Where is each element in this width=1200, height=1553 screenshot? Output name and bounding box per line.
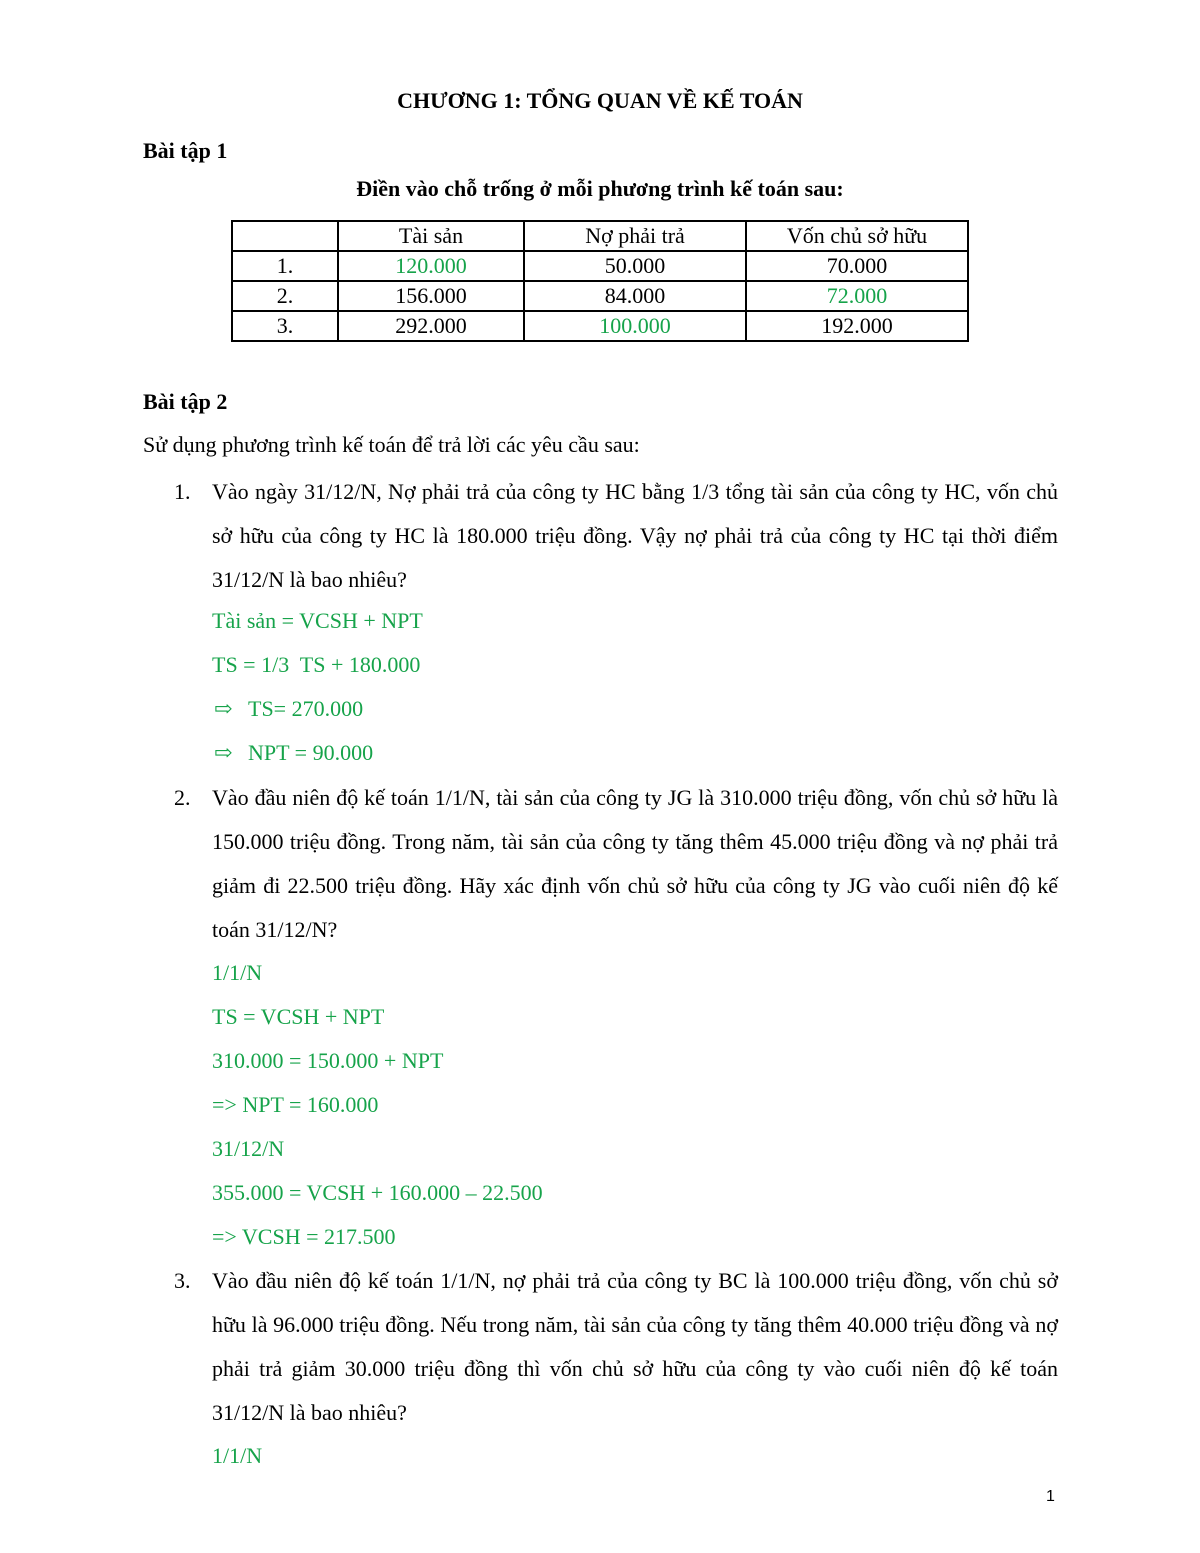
answer-text: NPT = 90.000	[248, 740, 374, 765]
table-header-cell	[232, 221, 338, 251]
answer-line: => NPT = 160.000	[212, 1092, 379, 1117]
table-row	[232, 281, 968, 311]
table-cell: 84.000	[524, 281, 746, 311]
table-cell: 2.	[232, 281, 338, 311]
answer-line: TS = VCSH + NPT	[212, 1004, 385, 1029]
question-number: 1.	[174, 479, 191, 504]
answer-text: TS= 270.000	[248, 696, 364, 721]
answer-line: 355.000 = VCSH + 160.000 – 22.500	[212, 1180, 543, 1205]
answer-line: 31/12/N	[212, 1136, 285, 1161]
table-row	[232, 311, 968, 341]
exercise-1-heading: Bài tập 1	[143, 138, 228, 163]
answer-line: 310.000 = 150.000 + NPT	[212, 1048, 444, 1073]
chapter-title: CHƯƠNG 1: TỔNG QUAN VỀ KẾ TOÁN	[397, 88, 803, 113]
question-number: 3.	[174, 1268, 191, 1293]
table-cell-answer: 100.000	[524, 311, 746, 341]
question-text: Vào đầu niên độ kế toán 1/1/N, nợ phải trả của công ty BC là 100.000 triệu đồng, vốn chủ sở hữu là 96.000 triệu đồng. Nếu trong năm, tài sản của công ty tăng thêm 40.000 triệu đồng và nợ phải trả giảm 30.000 triệu đồng thì vốn chủ sở hữu của công ty vào cuối niên độ kế toán 31/12/N là bao nhiêu?	[212, 1268, 1058, 1425]
table-cell: 1.	[232, 251, 338, 281]
table-header-cell: Tài sản	[338, 221, 524, 251]
exercise-2-heading: Bài tập 2	[143, 389, 228, 414]
answer-line: => VCSH = 217.500	[212, 1224, 396, 1249]
table-cell: 3.	[232, 311, 338, 341]
question-text: Vào ngày 31/12/N, Nợ phải trả của công ty HC bằng 1/3 tổng tài sản của công ty HC, vốn chủ sở hữu của công ty HC là 180.000 triệu đồng. Vậy nợ phải trả của công ty HC tại thời điểm 31/12/N là bao nhiêu?	[212, 479, 1058, 592]
question-text: Vào đầu niên độ kế toán 1/1/N, tài sản của công ty JG là 310.000 triệu đồng, vốn chủ sở hữu là 150.000 triệu đồng. Trong năm, tài sản của công ty tăng thêm 45.000 triệu đồng và nợ phải trả giảm đi 22.500 triệu đồng. Hãy xác định vốn chủ sở hữu của công ty JG vào cuối niên độ kế toán 31/12/N?	[212, 785, 1058, 942]
table-header-row	[232, 221, 968, 251]
accounting-equation-table	[231, 220, 969, 342]
table-row	[232, 251, 968, 281]
answer-line: Tài sản = VCSH + NPT	[212, 608, 423, 633]
answer-implies-line	[214, 738, 373, 768]
exercise-2-intro: Sử dụng phương trình kế toán để trả lời các yêu cầu sau:	[143, 432, 640, 457]
answer-line: 1/1/N	[212, 1443, 263, 1468]
table-cell-answer: 72.000	[746, 281, 968, 311]
table-header-cell: Vốn chủ sở hữu	[746, 221, 968, 251]
table-cell: 156.000	[338, 281, 524, 311]
table-cell: 192.000	[746, 311, 968, 341]
implies-arrow-icon: ⇨	[214, 740, 233, 765]
table-cell: 50.000	[524, 251, 746, 281]
table-cell-answer: 120.000	[338, 251, 524, 281]
implies-arrow-icon: ⇨	[214, 696, 233, 721]
table-header-cell: Nợ phải trả	[524, 221, 746, 251]
exercise-1-instruction: Điền vào chỗ trống ở mỗi phương trình kế toán sau:	[356, 176, 844, 201]
answer-line: TS = 1/3 TS + 180.000	[212, 652, 421, 677]
table-cell: 292.000	[338, 311, 524, 341]
answer-line: 1/1/N	[212, 960, 263, 985]
table-cell: 70.000	[746, 251, 968, 281]
question-number: 2.	[174, 785, 191, 810]
answer-implies-line	[214, 694, 363, 724]
page-number: 1	[1046, 1488, 1055, 1505]
